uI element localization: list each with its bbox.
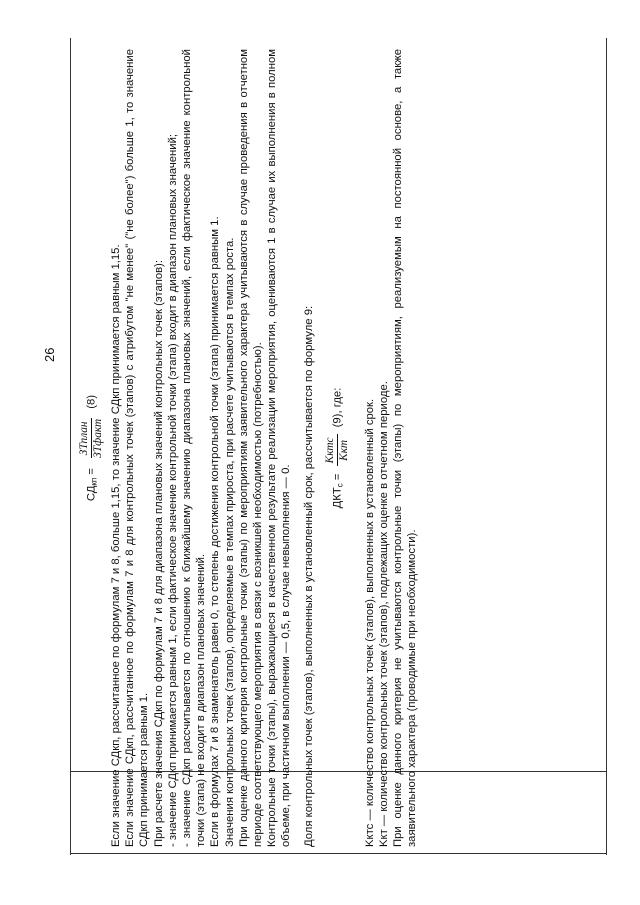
formula-8-tag: (8) [85,394,98,409]
formula-9 [324,49,351,847]
paragraph: Если значение СДкп, рассчитанное по формулам 7 и 8, больше 1,15, то значение СДкп принимается равным 1,15. [110,244,122,847]
paragraph: Kктс — количество контрольных точек (этапов), выполненных в установленный срок. [363,398,376,847]
formula-8 [78,49,105,847]
share-intro: Доля контрольных точек (этапов), выполненных в установленный срок, рассчитывается по формуле 9: [302,305,315,847]
formula-8-fraction [78,416,105,461]
formula-9-fraction [324,435,351,467]
paragraph: При расчете значения СДкп по формулам 7 и 8 для диапазона плановых значений контрольных точек (этапов): [152,259,165,847]
formula-9-lhs-sub: с [335,483,345,488]
formula-9-denominator: Kкт [337,440,350,461]
paragraph: - значение СДкп рассчитывается по отношению к ближайшему значению диапазона плановых значений, если фактическое значение контрольной точки (этапа) не входит в диапазон плановых значений. [181,49,208,847]
formula-8-eq: = [85,467,98,475]
formula-8-numerator: ЗТплан [78,418,92,458]
formula-9-lhs: ДКТ [331,487,344,509]
formula-9-numerator: Kктс [324,435,338,467]
paragraph: Значения контрольных точек (этапов), определяемые в темпах прироста, при расчете учитываются в темпах роста. [223,237,236,847]
paragraph: При оценке данного критерия не учитываются контрольные точки (этапы) по мероприятиям, реализуемым на постоянной основе, а также заявительного характера (проводимые при необходимости). [392,49,419,847]
formula-8-lhs-sub: кп [89,477,99,486]
document-body [70,43,610,853]
paragraph: Kкт — количество контрольных точек (этапов), подлежащих оценке в отчетном периоде. [378,381,391,847]
paragraph: Если в формулах 7 и 8 знаменатель равен 0, то степень достижения контрольной точки (этапа) принимается равным 1. [209,216,222,847]
paragraph: Контрольные точки (этапы), выражающиеся в качественном результате реализации мероприятия, оцениваются 1 в случае их выполнения в полном объеме, при частичном выполнении — 0,5, в случае невыполнения — 0. [266,49,293,847]
paragraph: При оценке данного критерия контрольные точки (этапы) по мероприятиям заявительного характера учитываются в случае проведения в отчетном периоде соответствующего мероприятия в связи с возникшей необходимостью (потребностью). [237,49,265,847]
formula-9-tag: (9), где: [331,387,344,428]
formula-8-denominator: ЗТфакт [92,418,104,458]
table-border-left [70,853,607,854]
paragraph: - значение СДкп принимается равным 1, если фактическое значение контрольной точки (этапа) входит в диапазон плановых значений; [166,133,179,847]
paragraph: Если значение СДкп, рассчитанное по формулам 7 и 8 для контрольных точек (этапов) с атрибутом "не менее" ("не более") больше 1, то значение СДкп принимается равным 1. [124,49,151,847]
formula-9-eq: = [331,473,344,481]
page-number: 26 [42,347,57,362]
formula-8-lhs: СД [85,485,98,502]
